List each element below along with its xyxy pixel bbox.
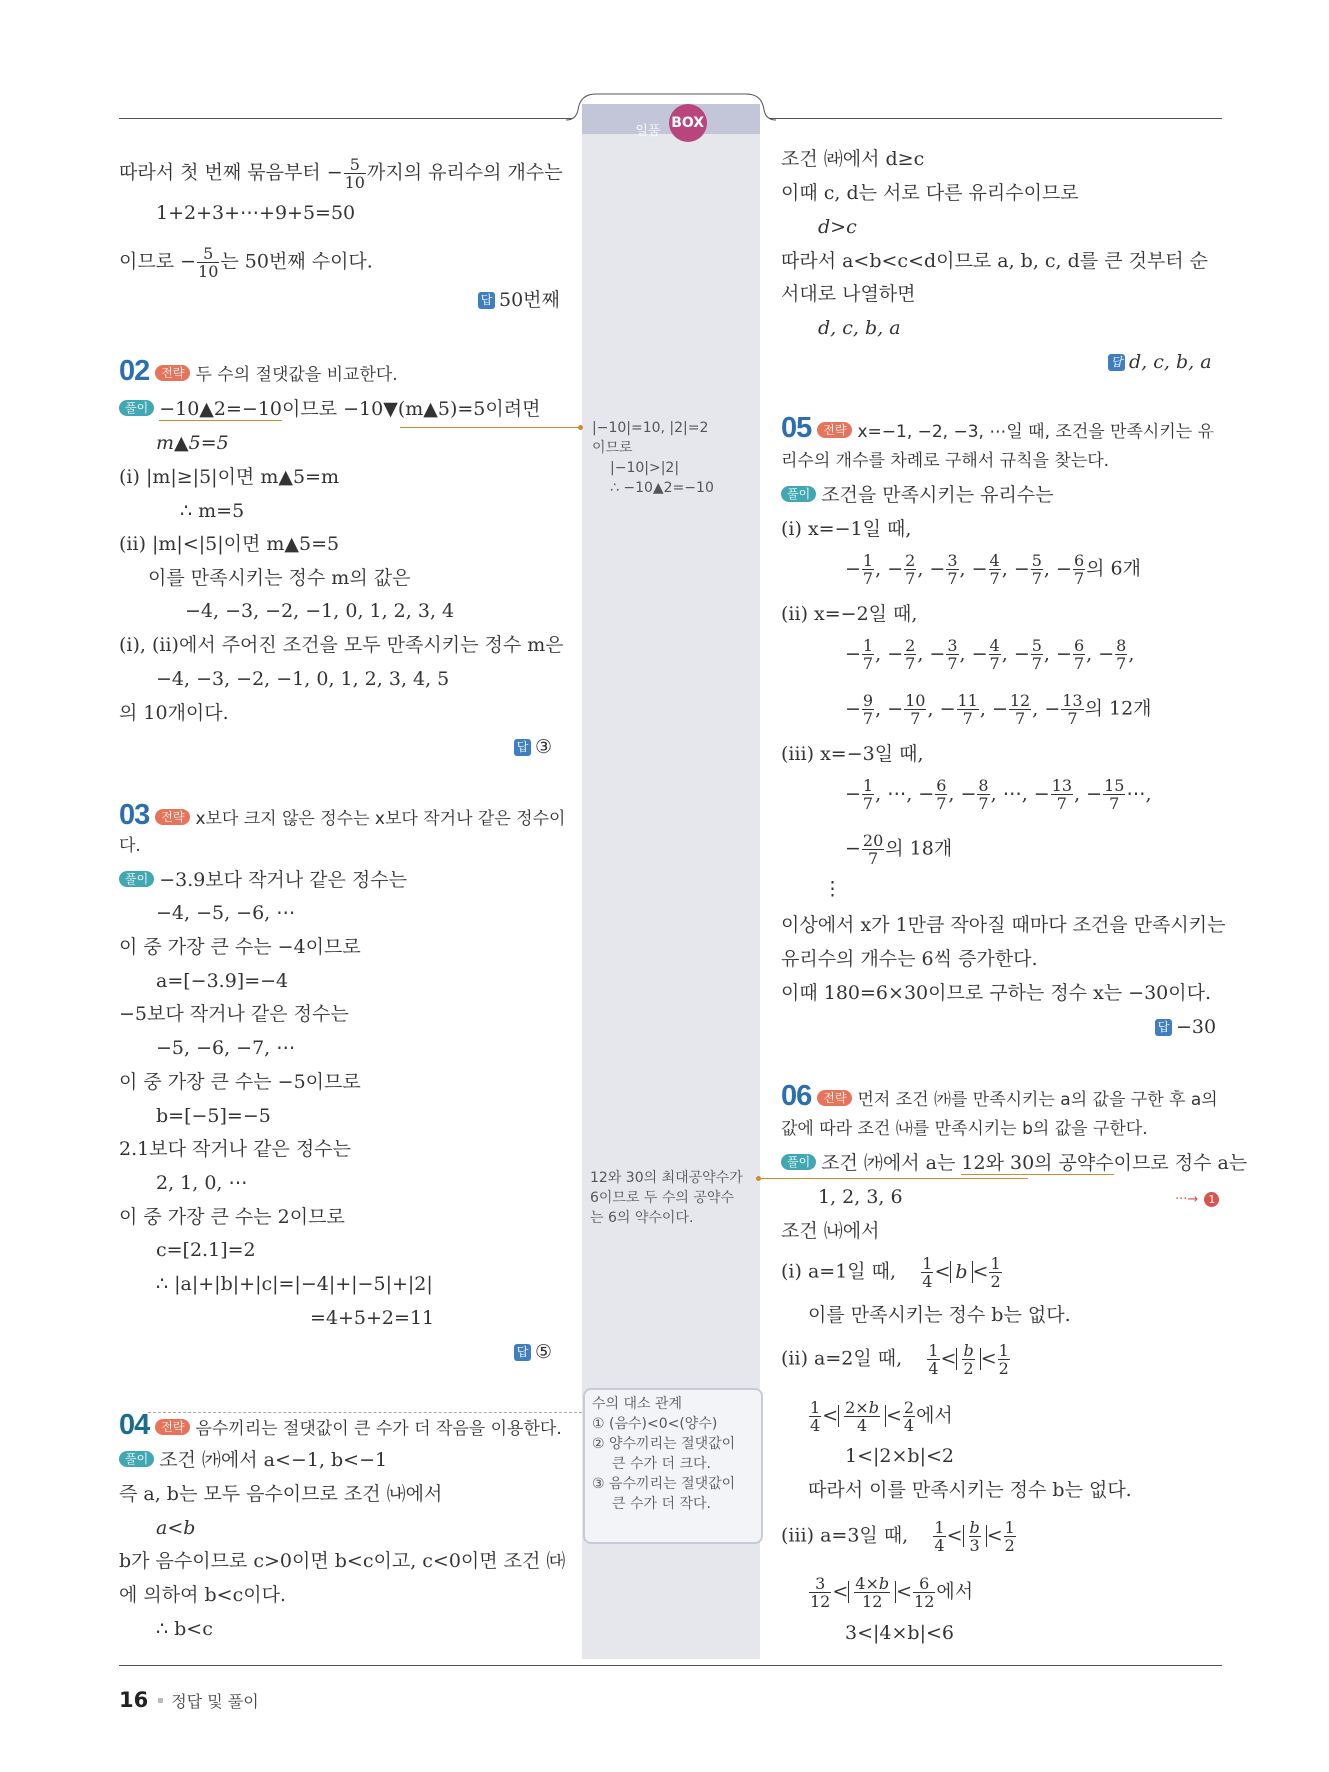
answer-q02: 답 ③ bbox=[514, 734, 552, 760]
q06-line2: 1, 2, 3, 6 bbox=[818, 1186, 903, 1208]
question-number: 06 bbox=[781, 1080, 812, 1112]
q05-row2b: − $\frac{9}{7}$ , − $\frac{10}{7}$ , − $\frac{11}{7}$ , − $\frac{12}{7}$ , − $\frac{13}{7}$ 의 12개 bbox=[845, 691, 1152, 728]
strategy-tag: 전략 bbox=[817, 422, 852, 438]
question-03-header: 03 전략 x보다 크지 않은 정수는 x보다 작거나 같은 정수이 bbox=[119, 799, 566, 831]
q02-line4: ∴ m=5 bbox=[180, 500, 245, 522]
r-line1: 조건 ㈑에서 d≥c bbox=[781, 148, 925, 170]
q03-line3: 이 중 가장 큰 수는 −4이므로 bbox=[119, 936, 361, 958]
q02-line10: 의 10개이다. bbox=[119, 702, 229, 724]
q06-line10: (ⅲ) a=3일 때, $\frac{1}{4}$ < $\frac{b}{3}$ < $\frac{1}{2}$ bbox=[781, 1518, 1015, 1555]
r-line6: d, c, b, a bbox=[818, 317, 901, 339]
fraction: $\frac{5}{7}$ bbox=[1031, 551, 1042, 588]
question-02-header: 02 전략 두 수의 절댓값을 비교한다. bbox=[119, 355, 398, 387]
q03-line8: b=[−5]=−5 bbox=[156, 1105, 271, 1127]
q03-line12: c=[2.1]=2 bbox=[156, 1239, 256, 1261]
fraction: $\frac{4}{7}$ bbox=[989, 551, 1000, 588]
question-number: 03 bbox=[119, 799, 150, 831]
connector-dot bbox=[756, 1176, 761, 1181]
strategy-tag: 전략 bbox=[155, 365, 190, 381]
q04-line5: 에 의하여 b<c이다. bbox=[119, 1584, 286, 1606]
fraction: $\frac{5}{10}$ bbox=[198, 244, 219, 281]
q05-row2a: − $\frac{1}{7}$ , − $\frac{2}{7}$ , − $\frac{3}{7}$ , − $\frac{4}{7}$ , − $\frac{5}{7}$ , − $\frac{6}{7}$ , − $\frac{8}{7}$ , bbox=[845, 636, 1135, 673]
box-label: 일품 bbox=[635, 124, 661, 139]
q06-line9: 따라서 이를 만족시키는 정수 b는 없다. bbox=[808, 1479, 1132, 1501]
q03-line7: 이 중 가장 큰 수는 −5이므로 bbox=[119, 1071, 361, 1093]
q05-line11: 유리수의 개수는 6씩 증가한다. bbox=[781, 948, 1038, 970]
solution-tag: 풀이 bbox=[119, 400, 154, 416]
q05-row3: − $\frac{1}{7}$ , ⋯, − $\frac{6}{7}$ , − $\frac{8}{7}$ , ⋯, − $\frac{13}{7}$ , − $\frac{15}{7}$ ⋯, bbox=[845, 776, 1152, 813]
q02-line8: (ⅰ), (ⅱ)에서 주어진 조건을 모두 만족시키는 정수 m은 bbox=[119, 634, 564, 656]
q03-line10: 2, 1, 0, ⋯ bbox=[156, 1172, 248, 1194]
q02-line1: 풀이 −10▲2=−10이므로 −10▼(m▲5)=5이려면 bbox=[119, 396, 540, 422]
fraction: $\frac{13}{7}$ bbox=[1062, 691, 1083, 728]
note-connector bbox=[758, 1178, 1028, 1179]
answer-icon: 답 bbox=[1108, 354, 1125, 371]
question-04-header: 04 전략 음수끼리는 절댓값이 큰 수가 더 작음을 이용한다. bbox=[119, 1409, 562, 1441]
connector-dot bbox=[578, 425, 583, 430]
q02-line6: 이를 만족시키는 정수 m의 값은 bbox=[148, 567, 411, 589]
q06-marker bbox=[1175, 1184, 1219, 1213]
q06-line1: 풀이 조건 ㈎에서 a는 12와 30의 공약수이므로 정수 a는 bbox=[781, 1150, 1247, 1176]
fraction: $\frac{6}{7}$ bbox=[1073, 551, 1085, 588]
bottom-rule bbox=[119, 1665, 1222, 1666]
q06-line4: (ⅰ) a=1일 때, $\frac{1}{4}$ < b < $\frac{1}{2}$ bbox=[781, 1254, 1001, 1291]
question-number: 02 bbox=[119, 355, 150, 387]
box-badge: BOX bbox=[669, 104, 707, 142]
solution-tag: 풀이 bbox=[119, 1451, 154, 1467]
answer-icon: 답 bbox=[514, 1344, 531, 1361]
fraction: $\frac{2}{7}$ bbox=[905, 636, 916, 673]
fraction: $\frac{1}{7}$ bbox=[862, 636, 874, 673]
strategy-tag: 전략 bbox=[155, 809, 190, 825]
p1-line1: 따라서 첫 번째 묶음부터 − $\frac{5}{10}$ 까지의 유리수의 개수는 bbox=[119, 155, 563, 192]
answer-icon: 답 bbox=[1155, 1019, 1172, 1036]
q03-line4: a=[−3.9]=−4 bbox=[156, 970, 289, 992]
q04-line3: a<b bbox=[156, 1517, 196, 1539]
q06-strategy-cont: 값에 따라 조건 ㈏를 만족시키는 b의 값을 구한다. bbox=[781, 1119, 1148, 1139]
q03-strategy-cont: 다. bbox=[119, 836, 141, 856]
p1-line2: 1+2+3+⋯+9+5=50 bbox=[156, 202, 356, 224]
fraction: $\frac{15}{7}$ bbox=[1104, 776, 1125, 813]
fraction: $\frac{8}{7}$ bbox=[1116, 636, 1127, 673]
q03-line5: −5보다 작거나 같은 정수는 bbox=[119, 1003, 349, 1025]
fraction: $\frac{6}{7}$ bbox=[1073, 636, 1085, 673]
q06-line8: 1<|2×b|<2 bbox=[845, 1445, 954, 1467]
fraction: $\frac{4}{7}$ bbox=[989, 636, 1000, 673]
fraction: $\frac{5}{7}$ bbox=[1031, 636, 1042, 673]
fraction: $\frac{1}{7}$ bbox=[862, 551, 874, 588]
r-line4: 따라서 a<b<c<d이므로 a, b, c, d를 큰 것부터 순 bbox=[781, 250, 1209, 272]
q04-line4: b가 음수이므로 c>0이면 b<c이고, c<0이면 조건 ㈐ bbox=[119, 1550, 566, 1572]
note-connector bbox=[400, 427, 580, 428]
q05-line12: 이때 180=6×30이므로 구하는 정수 x는 −30이다. bbox=[781, 982, 1212, 1004]
q02-line5: (ⅱ) |m|<|5|이면 m▲5=5 bbox=[119, 533, 340, 555]
page-number: 16 bbox=[119, 1688, 149, 1712]
q04-line2: 즉 a, b는 모두 음수이므로 조건 ㈏에서 bbox=[119, 1483, 443, 1505]
q05-row1: − $\frac{1}{7}$ , − $\frac{2}{7}$ , − $\frac{3}{7}$ , − $\frac{4}{7}$ , − $\frac{5}{7}$ , − $\frac{6}{7}$ 의 6개 bbox=[845, 551, 1141, 588]
solution-tag: 풀이 bbox=[781, 1154, 816, 1170]
answer-q03: 답 ⑤ bbox=[514, 1339, 552, 1365]
q06-line11: $\frac{3}{12}$ < $\frac{4\times b}{12}$ < $\frac{6}{12}$ 에서 bbox=[810, 1574, 974, 1611]
question-number: 05 bbox=[781, 412, 812, 444]
q03-line14: =4+5+2=11 bbox=[310, 1307, 435, 1329]
fraction: $\frac{9}{7}$ bbox=[862, 691, 874, 728]
q05-vdots: ⋮ bbox=[823, 878, 842, 900]
q03-line11: 이 중 가장 큰 수는 2이므로 bbox=[119, 1206, 345, 1228]
fraction: $\frac{1}{7}$ bbox=[862, 776, 874, 813]
q05-strategy-cont: 리수의 개수를 차례로 구해서 규칙을 찾는다. bbox=[781, 451, 1110, 471]
r-line3: d>c bbox=[818, 216, 857, 238]
strategy-tag: 전략 bbox=[155, 1419, 190, 1435]
q05-row3b: − $\frac{20}{7}$ 의 18개 bbox=[845, 831, 953, 868]
q06-line12: 3<|4×b|<6 bbox=[845, 1622, 954, 1644]
fraction: $\frac{20}{7}$ bbox=[862, 831, 884, 868]
q05-line7: (ⅲ) x=−3일 때, bbox=[781, 743, 924, 765]
strategy-tag: 전략 bbox=[817, 1090, 852, 1106]
answer-r: 답 d, c, b, a bbox=[1108, 349, 1212, 375]
q03-line1: 풀이 −3.9보다 작거나 같은 정수는 bbox=[119, 867, 407, 893]
q02-line2: m▲5=5 bbox=[156, 432, 229, 454]
q05-line2: (ⅰ) x=−1일 때, bbox=[781, 518, 912, 540]
q03-line2: −4, −5, −6, ⋯ bbox=[156, 902, 296, 924]
r-line5: 서대로 나열하면 bbox=[781, 283, 916, 305]
answer-icon: 답 bbox=[478, 292, 495, 309]
question-number: 04 bbox=[119, 1409, 150, 1441]
side-note-1: |−10|=10, |2|=2 이므로 |−10|>|2| ∴ −10▲2=−10 bbox=[592, 420, 714, 496]
page-footer bbox=[119, 1688, 259, 1712]
side-note-box-content: 수의 대소 관계 ① (음수)<0<(양수) ② 양수끼리는 절댓값이 큰 수가 더 크다. ③ 음수끼리는 절댓값이 큰 수가 더 작다. bbox=[592, 1396, 736, 1512]
q04-line6: ∴ b<c bbox=[156, 1618, 213, 1640]
fraction: $\frac{12}{7}$ bbox=[1009, 691, 1031, 728]
q02-line9: −4, −3, −2, −1, 0, 1, 2, 3, 4, 5 bbox=[156, 668, 450, 690]
fraction: $\frac{11}{7}$ bbox=[957, 691, 978, 728]
marker-circle: 1 bbox=[1204, 1192, 1219, 1207]
fraction: $\frac{6}{7}$ bbox=[936, 776, 947, 813]
answer-p1: 답 50번째 bbox=[478, 287, 560, 313]
side-note-2: 12와 30의 최대공약수가 6이므로 두 수의 공약수 는 6의 약수이다. bbox=[590, 1170, 743, 1226]
solution-tag: 풀이 bbox=[119, 871, 154, 887]
q05-line4: (ⅱ) x=−2일 때, bbox=[781, 603, 918, 625]
q04-line1: 풀이 조건 ㈎에서 a<−1, b<−1 bbox=[119, 1447, 387, 1473]
fraction: $\frac{2}{7}$ bbox=[905, 551, 916, 588]
q05-line10: 이상에서 x가 1만큼 작아질 때마다 조건을 만족시키는 bbox=[781, 914, 1226, 936]
q05-line1: 풀이 조건을 만족시키는 유리수는 bbox=[781, 482, 1054, 508]
solution-tag: 풀이 bbox=[781, 486, 816, 502]
q06-line7: $\frac{1}{4}$ < $\frac{2\times b}{4}$ < $\frac{2}{4}$ 에서 bbox=[810, 1398, 953, 1435]
fraction: $\frac{3}{7}$ bbox=[947, 551, 958, 588]
fraction: $\frac{8}{7}$ bbox=[978, 776, 989, 813]
fraction: $\frac{5}{10}$ bbox=[344, 155, 365, 192]
q02-line3: (ⅰ) |m|≥|5|이면 m▲5=m bbox=[119, 466, 339, 488]
question-06-header: 06 전략 먼저 조건 ㈎를 만족시키는 a의 값을 구한 후 a의 bbox=[781, 1080, 1218, 1112]
q02-line7: −4, −3, −2, −1, 0, 1, 2, 3, 4 bbox=[185, 600, 455, 622]
footer-title: 정답 및 풀이 bbox=[171, 1692, 259, 1711]
answer-icon: 답 bbox=[514, 739, 531, 756]
q06-line6: (ⅱ) a=2일 때, $\frac{1}{4}$ < $\frac{b}{2}$ < $\frac{1}{2}$ bbox=[781, 1341, 1009, 1378]
fraction: $\frac{13}{7}$ bbox=[1051, 776, 1073, 813]
r-line2: 이때 c, d는 서로 다른 유리수이므로 bbox=[781, 182, 1079, 204]
arrow-icon: ···→ bbox=[1175, 1192, 1199, 1207]
footer-separator bbox=[158, 1698, 163, 1703]
q03-line6: −5, −6, −7, ⋯ bbox=[156, 1037, 296, 1059]
q03-line13: ∴ |a|+|b|+|c|=|−4|+|−5|+|2| bbox=[156, 1273, 433, 1295]
q06-line5: 이를 만족시키는 정수 b는 없다. bbox=[808, 1304, 1071, 1326]
question-05-header: 05 전략 x=−1, −2, −3, ⋯일 때, 조건을 만족시키는 유 bbox=[781, 412, 1215, 444]
answer-q05: 답 −30 bbox=[1155, 1014, 1216, 1040]
box-connector bbox=[148, 1412, 582, 1413]
fraction: $\frac{10}{7}$ bbox=[905, 691, 926, 728]
p1-line3: 이므로 − $\frac{5}{10}$ 는 50번째 수이다. bbox=[119, 244, 373, 281]
fraction: $\frac{3}{7}$ bbox=[947, 636, 958, 673]
box-header bbox=[582, 104, 760, 139]
q06-line3: 조건 ㈏에서 bbox=[781, 1220, 880, 1242]
q03-line9: 2.1보다 작거나 같은 정수는 bbox=[119, 1138, 351, 1160]
